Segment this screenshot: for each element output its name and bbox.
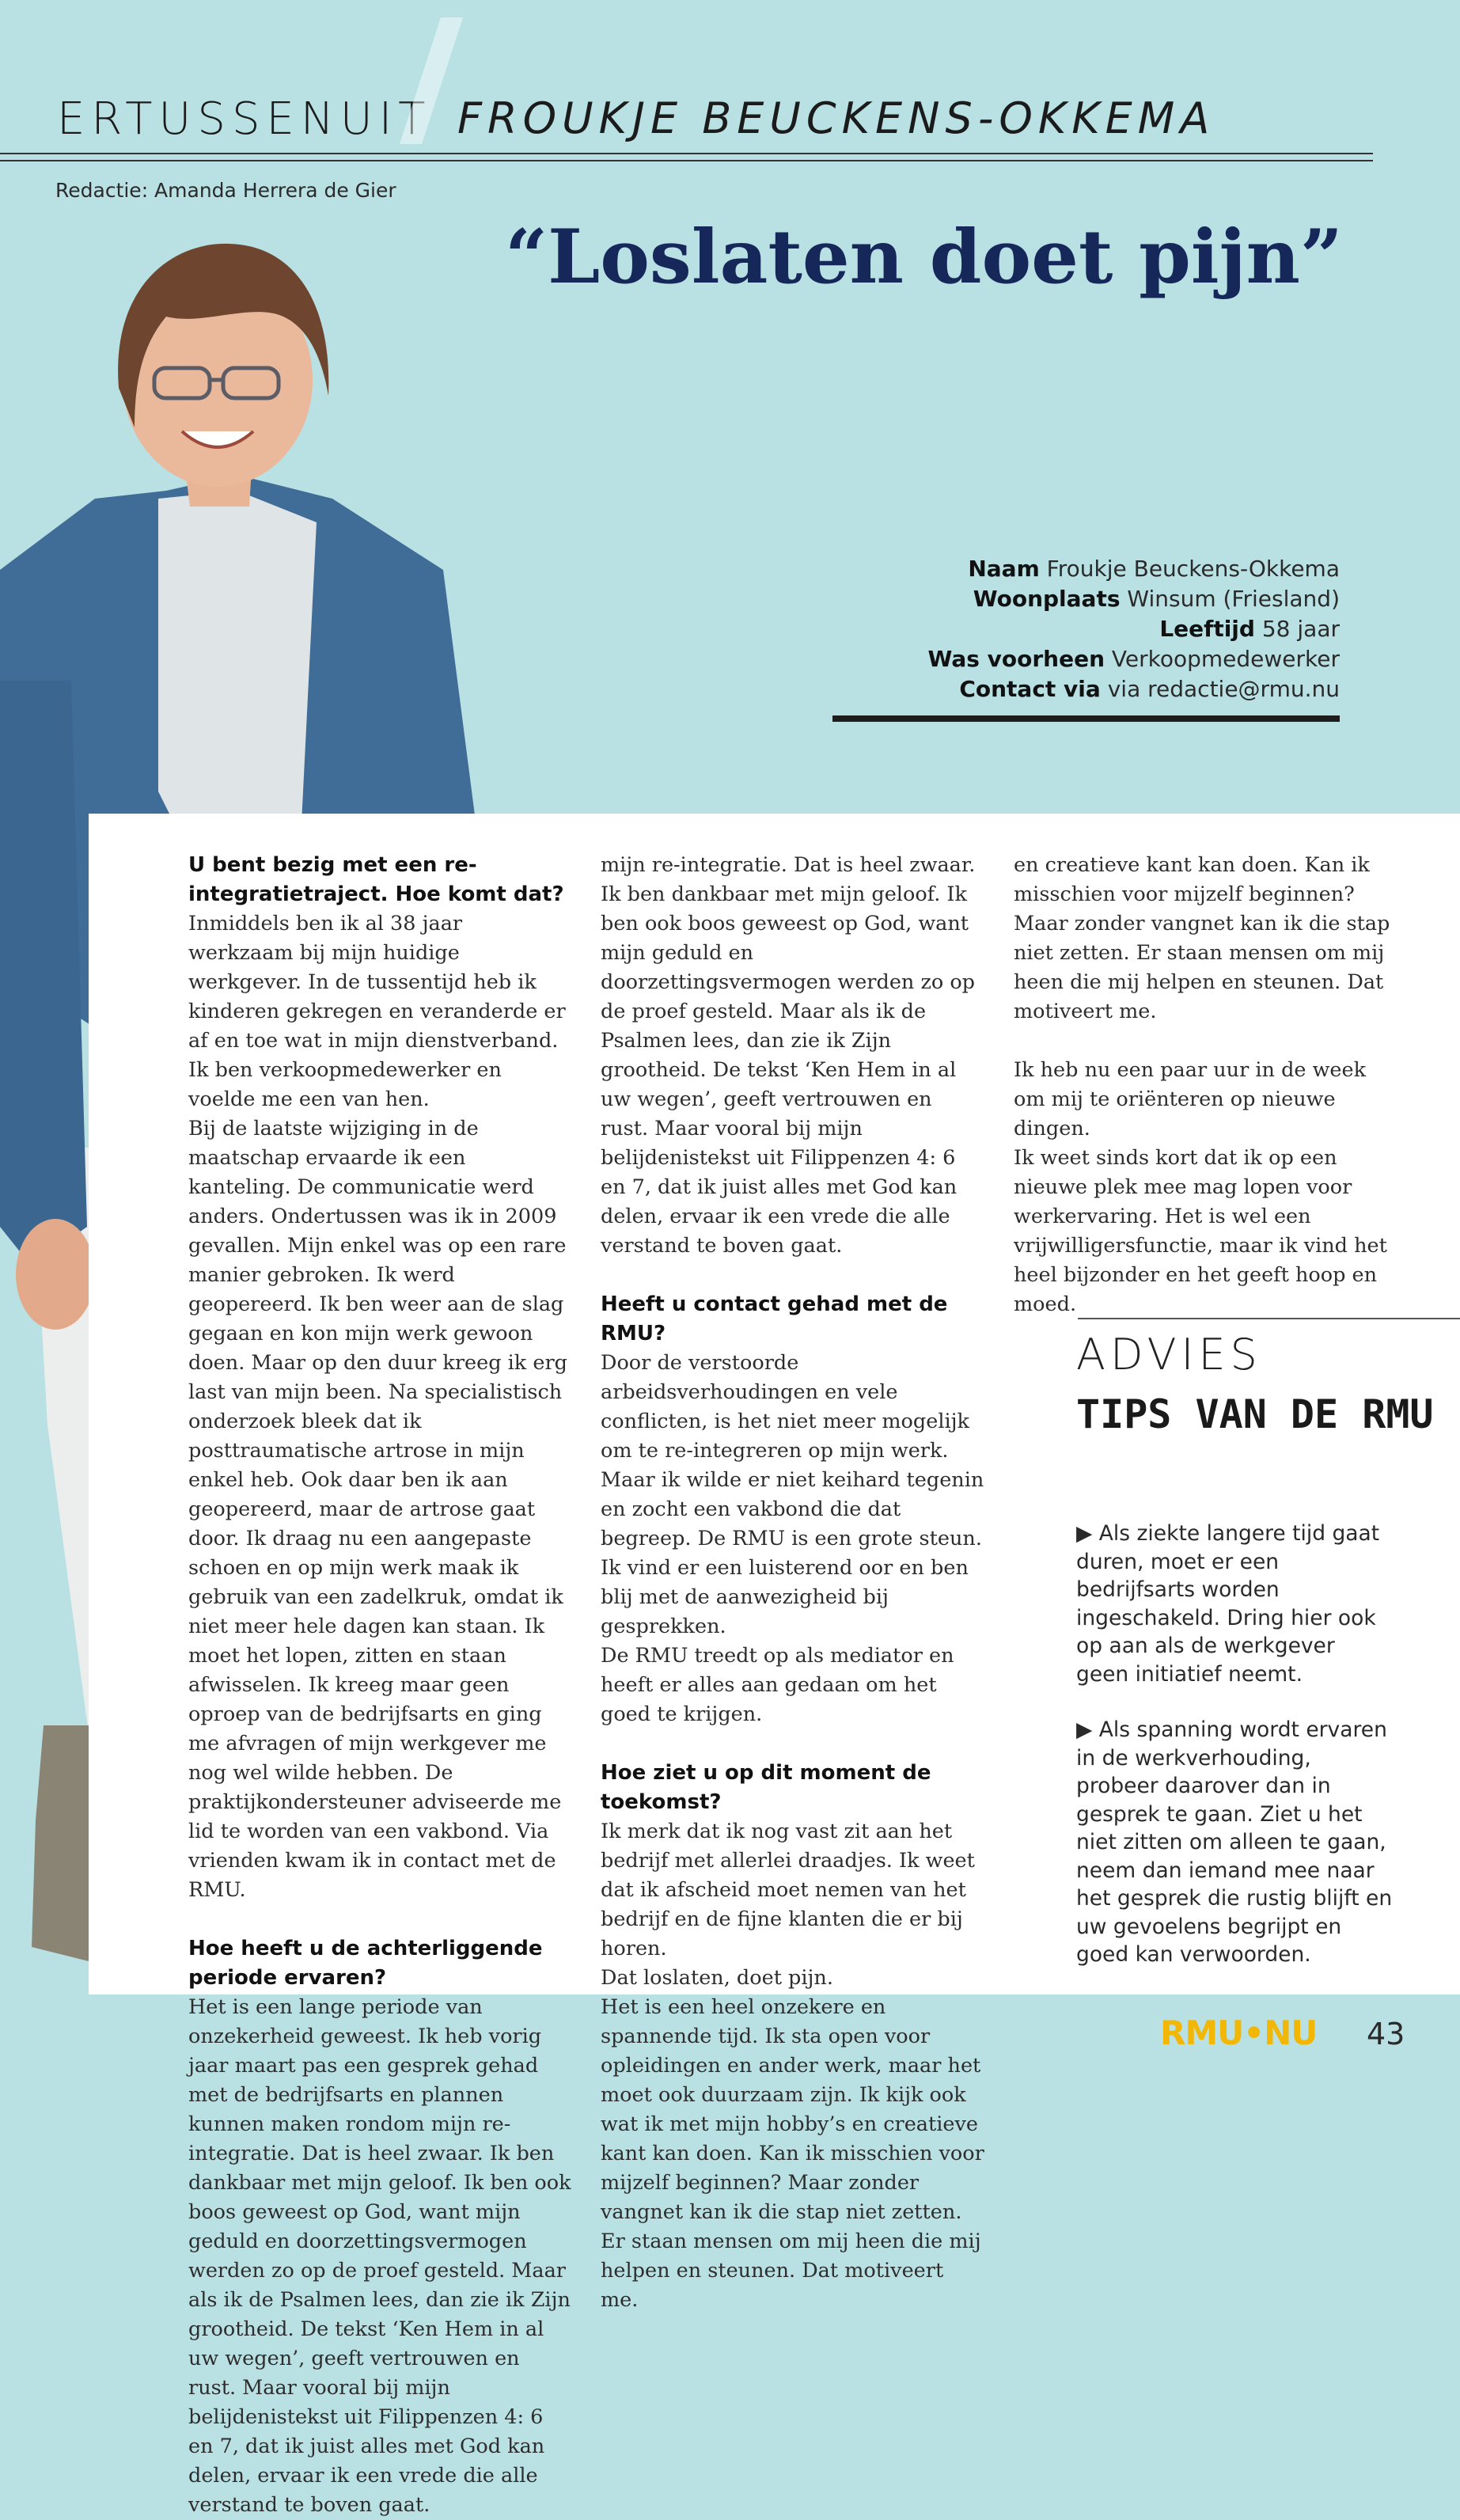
section-title: ERTUSSENUIT <box>57 93 432 145</box>
answer-paragraph: Het is een lange periode van onzekerheid geweest. Ik heb vorig jaar maart pas een gesprek gehad met de bedrijfsarts en plannen kunnen maken rondom mijn re-integratie. Dat is heel zwaar. Ik ben dankbaar met mijn geloof. Ik ben ook boos geweest op God, want mijn geduld en doorzettingsvermogen werden zo op de proef gesteld. Maar als ik de Psalmen lees, dan zie ik Zijn grootheid. De tekst ‘Ken Hem in al uw wegen’, geeft vertrouwen en rust. Maar vooral bij mijn belijdenistekst uit Filippenzen 4: 6 en 7, dat ik juist alles met God kan delen, ervaar ik een vrede die alle verstand te boven gaat. <box>188 1995 571 2517</box>
profile-city: Woonplaats Winsum (Friesland) <box>973 586 1340 612</box>
answer-paragraph: Dat loslaten, doet pijn. <box>601 1966 833 1990</box>
answer-continuation: en creatieve kant kan doen. Kan ik misschien voor mijzelf beginnen? Maar zonder vangnet kan ik die stap niet zetten. Er staan mensen om mij heen die mij helpen en steunen. Dat motiveert me. <box>1014 853 1390 1023</box>
question-3: Heeft u contact gehad met de RMU? <box>601 1292 948 1345</box>
profile-box <box>927 554 1340 704</box>
rmu-nu-logo: RMU•NU <box>1160 2013 1318 2052</box>
advice-tip-1: ▶ Als ziekte langere tijd gaat duren, moet er een bedrijfsarts worden ingeschakeld. Dring hier ook op aan als de werkgever geen initiatief neemt. <box>1076 1521 1380 1687</box>
advice-rule <box>1078 1318 1460 1319</box>
profile-name: Naam Froukje Beuckens-Okkema <box>968 556 1340 582</box>
slash-divider <box>400 17 463 144</box>
question-1: U bent bezig met een re-integratietraject. Hoe komt dat? <box>188 853 564 906</box>
profile-former-job: Was voorheen Verkoopmedewerker <box>927 646 1340 672</box>
editor-credit: Redactie: Amanda Herrera de Gier <box>55 179 396 202</box>
page-number: 43 <box>1367 2017 1405 2051</box>
article-column-3 <box>1014 851 1401 1319</box>
question-2: Hoe heeft u de achterliggende periode ervaren? <box>188 1937 543 1990</box>
answer-paragraph: Ik heb nu een paar uur in de week om mij te oriënteren op nieuwe dingen. <box>1014 1058 1367 1140</box>
answer-paragraph: Ik weet sinds kort dat ik op een nieuwe plek mee mag lopen voor werkervaring. Het is wel een vrijwilligersfunctie, maar ik vind het heel bijzonder en het geeft hoop en moed. <box>1014 1146 1387 1316</box>
header-rule <box>0 160 1373 161</box>
profile-age: Leeftijd 58 jaar <box>1159 616 1340 642</box>
article-column-1 <box>188 851 573 2517</box>
advice-tips <box>1076 1520 1393 1997</box>
answer-paragraph: Het is een heel onzekere en spannende tijd. Ik sta open voor opleidingen en ander werk, maar het moet ook duurzaam zijn. Ik kijk ook wat ik met mijn hobby’s en creatieve kant kan doen. Kan ik misschien voor mijzelf beginnen? Maar zonder vangnet kan ik die stap niet zetten. Er staan mensen om mij heen die mij helpen en steunen. Dat motiveert me. <box>601 1995 984 2312</box>
advice-label: ADVIES <box>1076 1330 1262 1380</box>
advice-title: TIPS VAN DE RMU <box>1076 1391 1434 1437</box>
question-4: Hoe ziet u op dit moment de toekomst? <box>601 1761 931 1814</box>
answer-paragraph: Ik merk dat ik nog vast zit aan het bedrijf met allerlei draadjes. Ik weet dat ik afscheid moet nemen van het bedrijf en de fijne klanten die er bij horen. <box>601 1820 975 1960</box>
article-column-2 <box>601 851 985 2312</box>
profile-rule <box>832 715 1340 722</box>
answer-paragraph: Inmiddels ben ik al 38 jaar werkzaam bij mijn huidige werkgever. In de tussentijd heb ik kinderen gekregen en veranderde er af en toe wat in mijn dienstverband. Ik ben verkoopmedewerker en voelde me een van hen. <box>188 912 566 1111</box>
answer-paragraph: De RMU treedt op als mediator en heeft er alles aan gedaan om het goed te krijgen. <box>601 1644 954 1726</box>
header-rule <box>0 153 1373 154</box>
answer-paragraph: Door de verstoorde arbeidsverhoudingen en vele conflicten, is het niet meer mogelijk om te re-integreren op mijn werk. Maar ik wilde er niet keihard tegenin en zocht een vakbond die dat begreep. De RMU is een grote steun. Ik vind er een luisterend oor en ben blij met de aanwezigheid bij gesprekken. <box>601 1351 984 1638</box>
answer-paragraph: Bij de laatste wijziging in de maatschap ervaarde ik een kanteling. De communicatie werd anders. Ondertussen was ik in 2009 gevallen. Mijn enkel was op een rare manier gebroken. Ik werd geopereerd. Ik ben weer aan de slag gegaan en kon mijn werk gewoon doen. Maar op den duur kreeg ik erg last van mijn been. Na specialistisch onderzoek bleek dat ik posttraumatische artrose in mijn enkel heb. Ook daar ben ik aan geopereerd, maar de artrose gaat door. Ik draag nu een aangepaste schoen en op mijn werk maak ik gebruik van een zadelkruk, omdat ik niet meer hele dagen kan staan. Ik moet het lopen, zitten en staan afwisselen. Ik kreeg maar geen oproep van de bedrijfsarts en ging me afvragen of mijn werkgever me nog wel wilde hebben. De praktijkondersteuner adviseerde me lid te worden van een vakbond. Via vrienden kwam ik in contact met de RMU. <box>188 1117 567 1902</box>
person-title: FROUKJE BEUCKENS-OKKEMA <box>457 93 1215 143</box>
profile-contact: Contact via via redactie@rmu.nu <box>959 676 1340 702</box>
answer-continuation: mijn re-integratie. Dat is heel zwaar. Ik ben dankbaar met mijn geloof. Ik ben ook boos geweest op God, want mijn geduld en doorzettingsvermogen werden zo op de proef gesteld. Maar als ik de Psalmen lees, dan zie ik Zijn grootheid. De tekst ‘Ken Hem in al uw wegen’, geeft vertrouwen en rust. Maar vooral bij mijn belijdenistekst uit Filippenzen 4: 6 en 7, dat ik juist alles met God kan delen, ervaar ik een vrede die alle verstand te boven gaat. <box>601 853 976 1258</box>
advice-tip-2: ▶ Als spanning wordt ervaren in de werkverhouding, probeer daarover dan in gesprek te gaan. Ziet u het niet zitten om alleen te gaan, neem dan iemand mee naar het gesprek die rustig blijft en uw gevoelens begrijpt en goed kan verwoorden. <box>1076 1717 1393 1967</box>
headline: “Loslaten doet pijn” <box>505 214 1343 301</box>
